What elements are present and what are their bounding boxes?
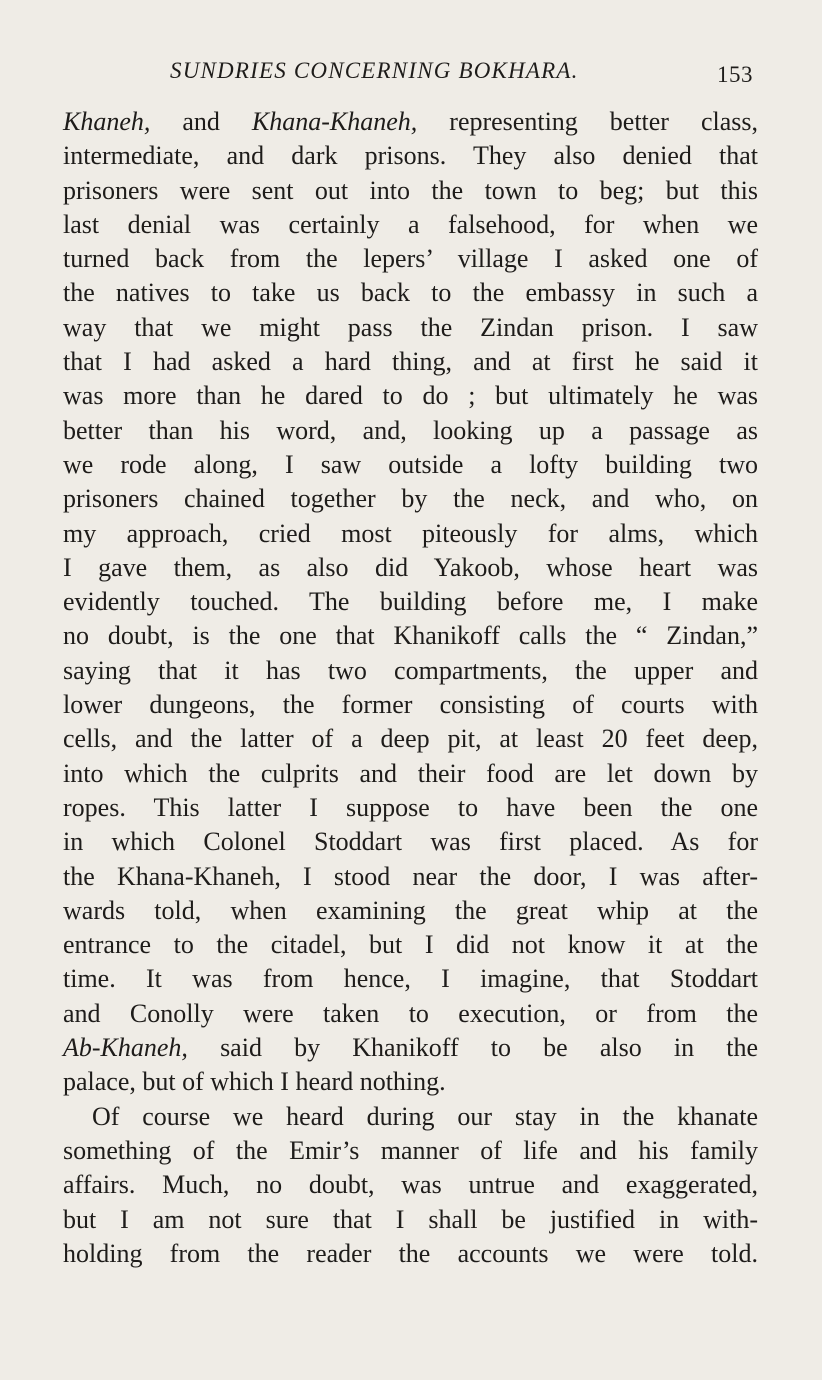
text-line: evidently touched. The building before me, I make	[63, 587, 758, 617]
text-segment: Khaneh,	[63, 107, 151, 136]
text-line: lower dungeons, the former consisting of courts with	[63, 690, 758, 720]
text-segment: Ab-Khaneh,	[63, 1033, 188, 1063]
text-line: affairs. Much, no doubt, was untrue and exaggerated,	[63, 1170, 758, 1200]
text-line: was more than he dared to do ; but ultimately he was	[63, 381, 758, 411]
text-line: into which the culprits and their food are let down by	[63, 758, 758, 788]
text-line: time. It was from hence, I imagine, that Stoddart	[63, 964, 758, 994]
text-line: something of the Emir’s manner of life and his family	[63, 1135, 758, 1165]
text-line: no doubt, is the one that Khanikoff calls the “ Zindan,”	[63, 621, 758, 651]
text-segment: and	[150, 107, 252, 136]
text-segment: said by Khanikoff to be also in the	[187, 1033, 758, 1063]
text-line: palace, but of which I heard nothing.	[63, 1067, 446, 1097]
text-line	[63, 105, 758, 139]
text-line: last denial was certainly a falsehood, for when we	[63, 209, 758, 239]
text-line: cells, and the latter of a deep pit, at least 20 feet deep,	[63, 724, 758, 754]
text-line	[63, 1031, 758, 1065]
text-line: prisoners were sent out into the town to beg; but this	[63, 175, 758, 205]
text-line: Of course we heard during our stay in the khanate	[92, 1101, 758, 1131]
text-segment: representing better class,	[417, 107, 758, 136]
text-line: the Khana-Khaneh, I stood near the door, I was after-	[63, 861, 758, 891]
text-line: that I had asked a hard thing, and at first he said it	[63, 347, 758, 377]
text-line: intermediate, and dark prisons. They also denied that	[63, 141, 758, 171]
running-head: SUNDRIES CONCERNING BOKHARA.	[170, 58, 579, 83]
text-line: ropes. This latter I suppose to have been the one	[63, 792, 758, 822]
text-line: but I am not sure that I shall be justified in with-	[63, 1204, 758, 1234]
text-line: my approach, cried most piteously for alms, which	[63, 518, 758, 548]
text-line: prisoners chained together by the neck, and who, on	[63, 484, 758, 514]
text-line: and Conolly were taken to execution, or from the	[63, 998, 758, 1028]
text-line: in which Colonel Stoddart was first placed. As for	[63, 827, 758, 857]
text-line: way that we might pass the Zindan prison. I saw	[63, 312, 758, 342]
text-line: entrance to the citadel, but I did not know it at the	[63, 930, 758, 960]
body-text	[63, 105, 758, 1271]
text-segment: Khana-Khaneh,	[251, 107, 418, 136]
text-line: wards told, when examining the great whip at the	[63, 895, 758, 925]
text-line: the natives to take us back to the embassy in such a	[63, 278, 758, 308]
text-line: turned back from the lepers’ village I asked one of	[63, 244, 758, 274]
text-line: we rode along, I saw outside a lofty building two	[63, 449, 758, 479]
text-line: holding from the reader the accounts we were told.	[63, 1238, 758, 1268]
page-number: 153	[717, 62, 753, 87]
text-line: better than his word, and, looking up a passage as	[63, 415, 758, 445]
text-line: saying that it has two compartments, the upper and	[63, 655, 758, 685]
text-line: I gave them, as also did Yakoob, whose heart was	[63, 552, 758, 582]
